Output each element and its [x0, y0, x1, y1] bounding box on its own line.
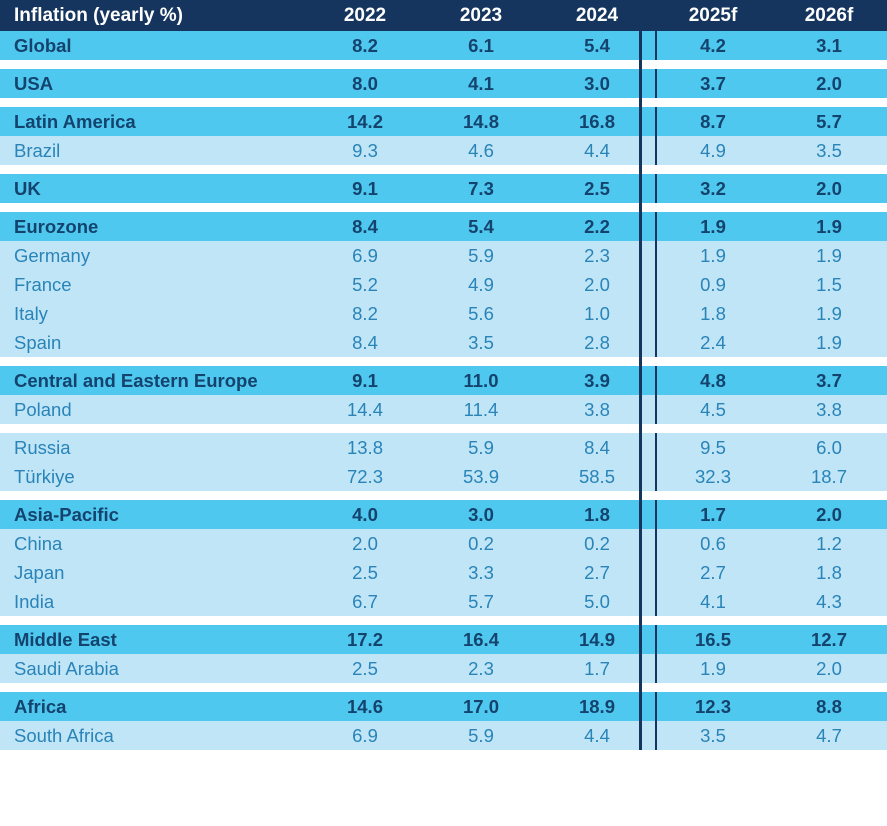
table-row [0, 212, 887, 241]
row-value: 8.0 [307, 69, 423, 98]
row-value: 0.2 [423, 529, 539, 558]
row-value: 16.4 [423, 625, 539, 654]
row-value: 72.3 [307, 462, 423, 491]
row-value: 17.2 [307, 625, 423, 654]
row-value: 5.9 [423, 433, 539, 462]
row-label: Africa [0, 692, 307, 721]
row-value: 5.6 [423, 299, 539, 328]
row-value: 14.2 [307, 107, 423, 136]
row-value: 2.7 [539, 558, 655, 587]
table-row [0, 241, 887, 270]
row-value: 1.9 [655, 241, 771, 270]
row-value: 3.8 [771, 395, 887, 424]
row-value: 4.1 [423, 69, 539, 98]
spacer-cell [0, 491, 887, 500]
table-row [0, 31, 887, 60]
table-row [0, 69, 887, 98]
row-value: 2.3 [539, 241, 655, 270]
row-label: Middle East [0, 625, 307, 654]
spacer-cell [0, 98, 887, 107]
row-label: France [0, 270, 307, 299]
row-value: 3.3 [423, 558, 539, 587]
row-value: 9.1 [307, 366, 423, 395]
row-value: 2.2 [539, 212, 655, 241]
spacer-cell [0, 616, 887, 625]
row-value: 0.2 [539, 529, 655, 558]
table-row-spacer [0, 616, 887, 625]
table-row [0, 462, 887, 491]
column-header-label: Inflation (yearly %) [0, 0, 307, 31]
row-value: 4.0 [307, 500, 423, 529]
row-value: 5.0 [539, 587, 655, 616]
column-header-2025f: 2025f [655, 0, 771, 31]
row-label: Germany [0, 241, 307, 270]
table-row-spacer [0, 203, 887, 212]
row-value: 6.0 [771, 433, 887, 462]
row-value: 3.0 [423, 500, 539, 529]
table-row-spacer [0, 98, 887, 107]
column-header-2024: 2024 [539, 0, 655, 31]
row-value: 2.0 [539, 270, 655, 299]
column-header-2026f: 2026f [771, 0, 887, 31]
row-label: Central and Eastern Europe [0, 366, 307, 395]
row-value: 1.8 [655, 299, 771, 328]
row-value: 4.8 [655, 366, 771, 395]
row-value: 3.7 [771, 366, 887, 395]
table-row [0, 328, 887, 357]
row-value: 5.2 [307, 270, 423, 299]
row-value: 1.9 [771, 299, 887, 328]
row-value: 0.9 [655, 270, 771, 299]
table-row [0, 558, 887, 587]
row-value: 3.8 [539, 395, 655, 424]
table-row [0, 692, 887, 721]
row-value: 4.7 [771, 721, 887, 750]
spacer-cell [0, 357, 887, 366]
row-value: 14.6 [307, 692, 423, 721]
row-value: 8.2 [307, 31, 423, 60]
row-value: 9.1 [307, 174, 423, 203]
column-header-2022: 2022 [307, 0, 423, 31]
row-value: 2.0 [771, 500, 887, 529]
row-value: 1.7 [655, 500, 771, 529]
row-value: 8.7 [655, 107, 771, 136]
row-value: 17.0 [423, 692, 539, 721]
row-value: 16.8 [539, 107, 655, 136]
row-label: USA [0, 69, 307, 98]
row-label: Eurozone [0, 212, 307, 241]
row-value: 3.9 [539, 366, 655, 395]
row-label: China [0, 529, 307, 558]
row-value: 1.8 [771, 558, 887, 587]
row-value: 2.8 [539, 328, 655, 357]
table-row-spacer [0, 357, 887, 366]
row-value: 8.4 [539, 433, 655, 462]
table-row [0, 529, 887, 558]
row-value: 8.4 [307, 328, 423, 357]
row-label: Russia [0, 433, 307, 462]
row-value: 8.4 [307, 212, 423, 241]
row-label: Spain [0, 328, 307, 357]
row-value: 5.4 [539, 31, 655, 60]
row-value: 14.8 [423, 107, 539, 136]
row-value: 2.5 [307, 558, 423, 587]
row-value: 14.4 [307, 395, 423, 424]
row-value: 1.9 [771, 328, 887, 357]
row-value: 58.5 [539, 462, 655, 491]
table-body [0, 31, 887, 750]
row-value: 12.3 [655, 692, 771, 721]
row-label: Türkiye [0, 462, 307, 491]
table-row [0, 270, 887, 299]
row-value: 4.1 [655, 587, 771, 616]
table-row-spacer [0, 683, 887, 692]
row-value: 1.0 [539, 299, 655, 328]
row-value: 53.9 [423, 462, 539, 491]
row-value: 1.9 [655, 654, 771, 683]
row-value: 4.3 [771, 587, 887, 616]
row-value: 1.2 [771, 529, 887, 558]
table-row [0, 500, 887, 529]
spacer-cell [0, 203, 887, 212]
row-value: 8.2 [307, 299, 423, 328]
row-value: 5.7 [771, 107, 887, 136]
row-value: 3.1 [771, 31, 887, 60]
table-row-spacer [0, 424, 887, 433]
row-label: India [0, 587, 307, 616]
row-value: 2.5 [307, 654, 423, 683]
row-label: Global [0, 31, 307, 60]
table-row [0, 136, 887, 165]
row-value: 14.9 [539, 625, 655, 654]
row-value: 2.0 [771, 69, 887, 98]
row-value: 9.5 [655, 433, 771, 462]
row-value: 3.5 [771, 136, 887, 165]
row-label: Brazil [0, 136, 307, 165]
row-value: 8.8 [771, 692, 887, 721]
row-value: 7.3 [423, 174, 539, 203]
table-row [0, 174, 887, 203]
table-row-spacer [0, 491, 887, 500]
row-value: 0.6 [655, 529, 771, 558]
row-label: Asia-Pacific [0, 500, 307, 529]
table-row [0, 721, 887, 750]
row-value: 4.5 [655, 395, 771, 424]
spacer-cell [0, 424, 887, 433]
table-row [0, 587, 887, 616]
row-value: 6.7 [307, 587, 423, 616]
row-value: 16.5 [655, 625, 771, 654]
row-value: 2.0 [771, 174, 887, 203]
row-value: 3.5 [655, 721, 771, 750]
row-value: 2.4 [655, 328, 771, 357]
row-value: 6.9 [307, 721, 423, 750]
table-row [0, 107, 887, 136]
table-row-spacer [0, 60, 887, 69]
row-label: Italy [0, 299, 307, 328]
row-value: 3.7 [655, 69, 771, 98]
column-header-2023: 2023 [423, 0, 539, 31]
row-value: 1.9 [771, 212, 887, 241]
row-label: Latin America [0, 107, 307, 136]
row-value: 3.5 [423, 328, 539, 357]
row-label: Saudi Arabia [0, 654, 307, 683]
row-value: 11.0 [423, 366, 539, 395]
row-value: 4.6 [423, 136, 539, 165]
row-value: 3.2 [655, 174, 771, 203]
spacer-cell [0, 60, 887, 69]
row-value: 5.9 [423, 241, 539, 270]
row-value: 2.3 [423, 654, 539, 683]
row-value: 18.9 [539, 692, 655, 721]
table-row [0, 395, 887, 424]
row-value: 2.0 [771, 654, 887, 683]
row-value: 18.7 [771, 462, 887, 491]
row-value: 1.9 [771, 241, 887, 270]
row-value: 11.4 [423, 395, 539, 424]
table-row [0, 433, 887, 462]
row-value: 2.5 [539, 174, 655, 203]
row-value: 4.4 [539, 136, 655, 165]
row-value: 2.0 [307, 529, 423, 558]
header-row [0, 0, 887, 31]
row-value: 6.9 [307, 241, 423, 270]
row-value: 1.8 [539, 500, 655, 529]
row-value: 1.5 [771, 270, 887, 299]
table-row [0, 654, 887, 683]
row-value: 6.1 [423, 31, 539, 60]
row-label: Japan [0, 558, 307, 587]
row-value: 13.8 [307, 433, 423, 462]
row-value: 5.9 [423, 721, 539, 750]
row-label: Poland [0, 395, 307, 424]
row-value: 3.0 [539, 69, 655, 98]
table-row-spacer [0, 165, 887, 174]
row-value: 1.7 [539, 654, 655, 683]
row-value: 5.4 [423, 212, 539, 241]
table-row [0, 299, 887, 328]
row-value: 12.7 [771, 625, 887, 654]
row-value: 5.7 [423, 587, 539, 616]
row-value: 4.2 [655, 31, 771, 60]
row-value: 1.9 [655, 212, 771, 241]
row-value: 4.4 [539, 721, 655, 750]
row-label: South Africa [0, 721, 307, 750]
row-value: 4.9 [423, 270, 539, 299]
row-value: 9.3 [307, 136, 423, 165]
spacer-cell [0, 683, 887, 692]
table-header [0, 0, 887, 31]
row-label: UK [0, 174, 307, 203]
table-row [0, 366, 887, 395]
row-value: 32.3 [655, 462, 771, 491]
table-row [0, 625, 887, 654]
row-value: 4.9 [655, 136, 771, 165]
row-value: 2.7 [655, 558, 771, 587]
spacer-cell [0, 165, 887, 174]
